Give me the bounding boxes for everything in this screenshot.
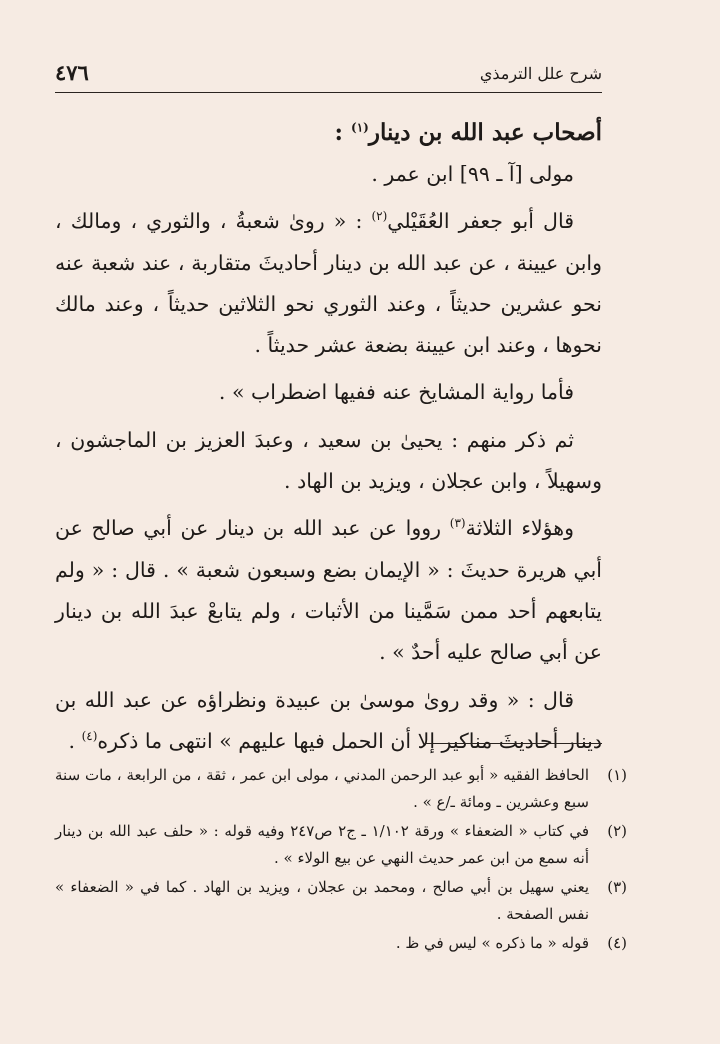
heading-text: أصحاب عبد الله بن دينار (368, 119, 602, 146)
paragraph-musa (55, 680, 602, 763)
footnote-number: (١) (607, 766, 627, 784)
footnote-text: الحافظ الفقيه « أبو عبد الرحمن المدني ، مولى ابن عمر ، ثقة ، من الرابعة ، مات سنة سبع وعشرين ـ ومائة ـ/ع » . (55, 766, 589, 811)
paragraph-mashayikh: فأما رواية المشايخ عنه ففيها اضطراب » . (218, 380, 574, 405)
heading-colon: : (334, 119, 352, 146)
footnote-text: قوله « ما ذكره » ليس في ظ . (395, 934, 589, 952)
footnote-ref-2: (٢) (371, 209, 388, 224)
footnote-separator (425, 743, 602, 744)
footnote (55, 930, 627, 957)
footnote-ref-3: (٣) (449, 516, 466, 531)
running-header (55, 60, 602, 93)
footnote (55, 874, 627, 927)
footnote-number: (٣) (607, 878, 627, 896)
footnote-number: (٢) (607, 822, 627, 840)
footnote-text: يعني سهيل بن أبي صالح ، ومحمد بن عجلان ، ويزيد بن الهاد . كما في « الضعفاء » نفس الصفحة . (55, 878, 589, 923)
footnote-number: (٤) (607, 934, 627, 952)
footnote (55, 818, 627, 871)
section-heading (55, 112, 602, 154)
footnotes (55, 762, 627, 960)
paragraph-uqayli (55, 201, 602, 366)
paragraph-musa-end: . (68, 728, 82, 753)
page-number: ٤٧٦ (55, 60, 89, 85)
paragraph-uqayli-intro: قال أبو جعفر العُقَيْلي (387, 209, 574, 234)
footnote-ref-4: (٤) (81, 729, 98, 744)
footnote-text: في كتاب « الضعفاء » ورقة ١/١٠٢ ـ ج٢ ص٢٤٧ وفيه قوله : « حلف عبد الله بن دينار أنه سمع من ابن عمر حديث النهي عن بيع الولاء » . (55, 822, 589, 867)
paragraph-thalatha-text: رووا عن عبد الله بن دينار عن أبي صالح عن أبي هريرة حديثَ : « الإيمان بضع وسبعون شعبة » . قال : « ولم يتابعهم أحد ممن سَمَّينا من الأثبات ، ولم يتابعْ عبدَ الله بن دينار عن أبي صالح عليه أحدٌ » . (55, 516, 602, 665)
footnote (55, 762, 627, 815)
footnote-ref-1: (١) (351, 120, 369, 135)
paragraph-uqayli-text: : « روىٰ شعبةُ ، والثوري ، ومالك ، وابن عيينة ، عن عبد الله بن دينار أحاديثَ متقاربة ، عند شعبة عنه نحو عشرين حديثاً ، وعند الثوري نحو الثلاثين حديثاً ، وعند مالك نحوها ، وعند ابن عيينة بضعة عشر حديثاً . (55, 209, 602, 358)
paragraph-thalatha (55, 508, 602, 673)
paragraph-thalatha-intro: وهؤلاء الثلاثة (465, 516, 574, 541)
paragraph-dhakara: ثم ذكر منهم : يحيىٰ بن سعيد ، وعبدَ العزيز بن الماجشون ، وسهيلاً ، وابن عجلان ، ويزيد بن الهاد . (55, 427, 602, 494)
book-title: شرح علل الترمذي (479, 64, 602, 83)
main-text (55, 112, 602, 762)
mawla-line: مولى [آ ـ ٩٩] ابن عمر . (371, 162, 574, 186)
paragraph-musa-text: قال : « وقد روىٰ موسىٰ بن عبيدة ونظراؤه عن عبد الله بن دينار أحاديثَ مناكير إلا أن الحمل فيها عليهم » انتهى ما ذكره (55, 687, 602, 753)
